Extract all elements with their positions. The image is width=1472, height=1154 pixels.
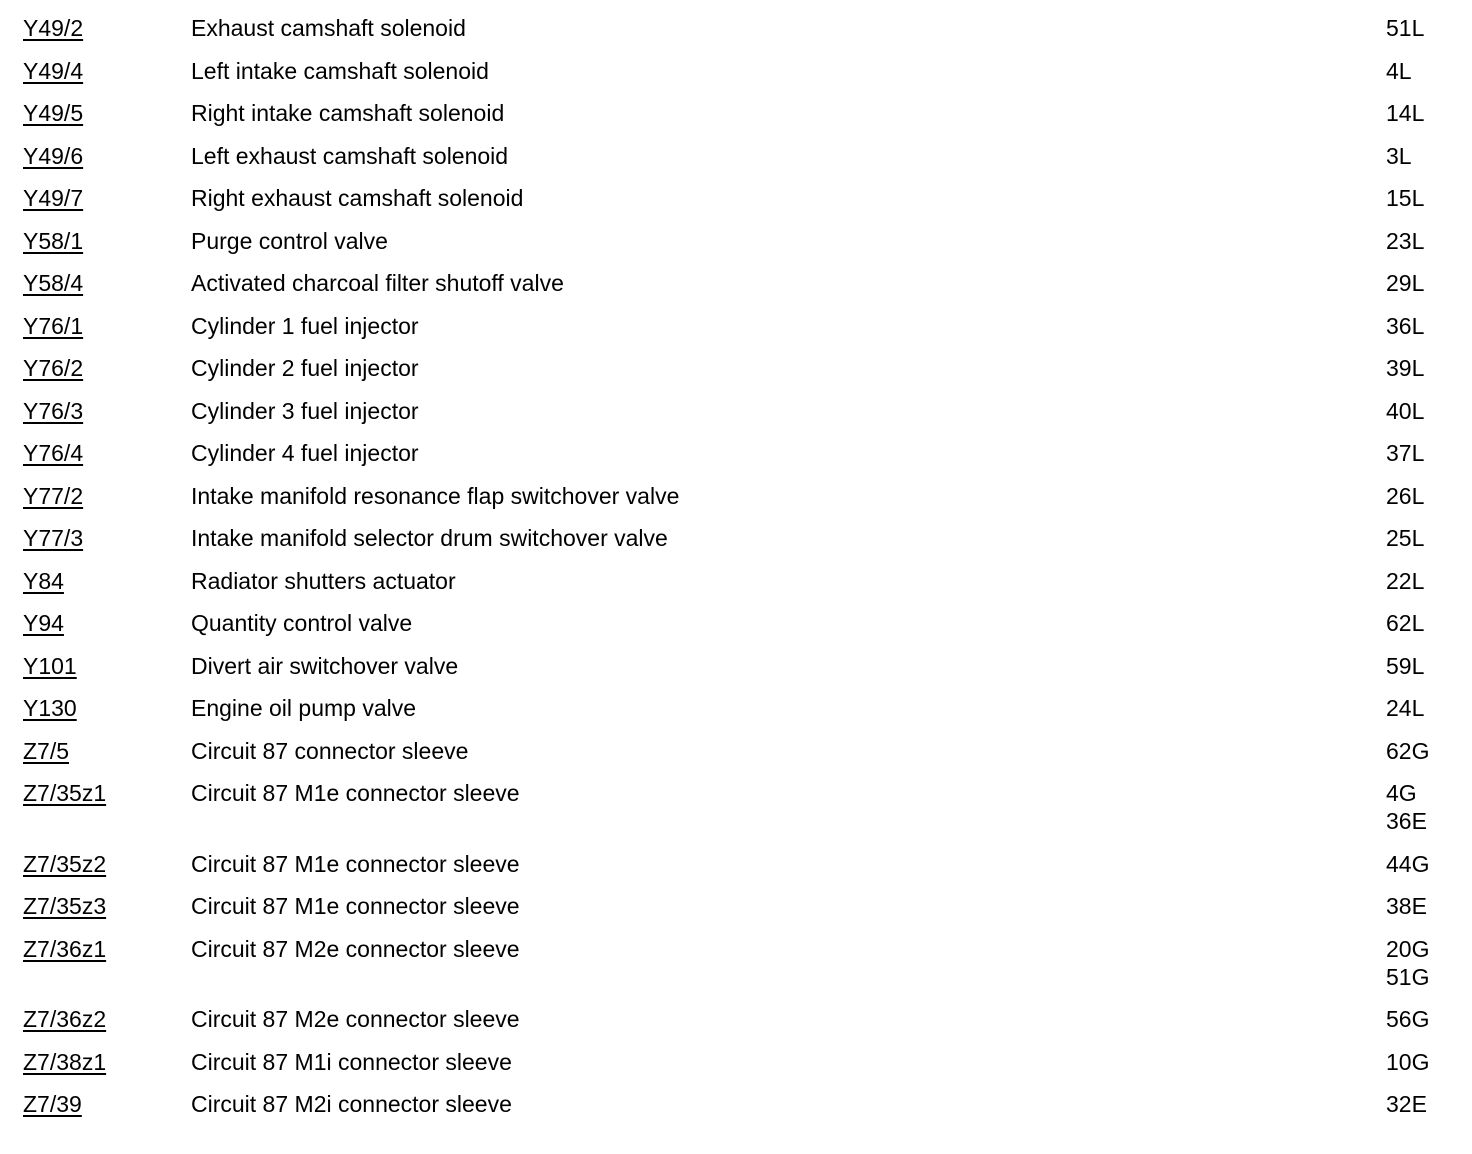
table-row (23, 227, 1443, 270)
component-description: Circuit 87 M1i connector sleeve (191, 1048, 512, 1075)
component-code-link[interactable]: Y58/4 (23, 270, 84, 296)
component-code-link[interactable]: Z7/38z1 (23, 1048, 107, 1075)
grid-location-value: 44G (1386, 850, 1430, 877)
component-code-link[interactable]: Z7/35z3 (23, 893, 107, 919)
component-description: Intake manifold resonance flap switchover valve (191, 482, 680, 509)
component-description: Left intake camshaft solenoid (191, 57, 489, 84)
grid-location (1386, 14, 1424, 42)
component-description: Left exhaust camshaft solenoid (191, 142, 509, 169)
component-code-link[interactable]: Z7/36z1 (23, 935, 107, 962)
table-row (23, 184, 1443, 227)
table-row (23, 935, 1443, 1006)
component-code-link[interactable]: Z7/39 (23, 1091, 82, 1117)
table-row (23, 694, 1443, 737)
grid-location-value: 23L (1386, 227, 1425, 254)
grid-location (1386, 935, 1429, 991)
table-row (23, 850, 1443, 893)
component-code-link[interactable]: Y77/2 (23, 482, 84, 509)
grid-location-value: 20G (1386, 935, 1430, 962)
grid-location-value: 14L (1386, 100, 1425, 126)
table-row (23, 567, 1443, 610)
table-row (23, 482, 1443, 525)
grid-location (1386, 737, 1429, 765)
grid-location (1386, 184, 1424, 212)
table-row (23, 737, 1443, 780)
component-description: Intake manifold selector drum switchover valve (191, 525, 668, 551)
grid-location-value: 4L (1386, 57, 1412, 84)
grid-location (1386, 524, 1424, 552)
grid-location (1386, 57, 1412, 85)
grid-location-value: 15L (1386, 185, 1425, 211)
grid-location (1386, 269, 1424, 297)
grid-location (1386, 1048, 1429, 1076)
component-code-link[interactable]: Y84 (23, 567, 64, 594)
component-description: Circuit 87 M1e connector sleeve (191, 850, 520, 877)
table-row (23, 652, 1443, 695)
table-row (23, 57, 1443, 100)
grid-location-value: 32E (1386, 1091, 1427, 1117)
grid-location (1386, 397, 1424, 425)
grid-location-value: 37L (1386, 440, 1425, 466)
component-code-link[interactable]: Z7/36z2 (23, 1006, 107, 1032)
grid-location (1386, 652, 1424, 680)
grid-location (1386, 850, 1429, 878)
table-row (23, 439, 1443, 482)
grid-location-value: 38E (1386, 893, 1427, 919)
component-description: Engine oil pump valve (191, 695, 417, 721)
component-description: Cylinder 2 fuel injector (191, 355, 419, 381)
component-code-link[interactable]: Y49/2 (23, 15, 84, 41)
component-description: Circuit 87 M2e connector sleeve (191, 1006, 520, 1032)
component-description: Radiator shutters actuator (191, 567, 456, 594)
table-row (23, 354, 1443, 397)
table-row (23, 99, 1443, 142)
component-code-link[interactable]: Y77/3 (23, 525, 84, 551)
component-code-link[interactable]: Y49/6 (23, 142, 84, 169)
component-description: Cylinder 3 fuel injector (191, 397, 419, 424)
component-code-link[interactable]: Y49/5 (23, 100, 84, 126)
component-code-link[interactable]: Z7/35z1 (23, 780, 107, 806)
grid-location-value: 51G (1386, 963, 1430, 990)
component-code-link[interactable]: Y130 (23, 695, 77, 721)
component-location-table (23, 14, 1443, 1133)
grid-location-value: 56G (1386, 1006, 1430, 1032)
component-description: Circuit 87 M1e connector sleeve (191, 780, 520, 806)
grid-location (1386, 1005, 1429, 1033)
grid-location (1386, 312, 1424, 340)
grid-location-value: 29L (1386, 270, 1425, 296)
grid-location (1386, 227, 1424, 255)
grid-location-value: 4G (1386, 780, 1417, 806)
component-description: Purge control valve (191, 227, 388, 254)
table-row (23, 142, 1443, 185)
component-description: Quantity control valve (191, 610, 413, 636)
component-description: Right exhaust camshaft solenoid (191, 185, 524, 211)
grid-location (1386, 142, 1412, 170)
grid-location-value: 3L (1386, 142, 1412, 169)
component-description: Exhaust camshaft solenoid (191, 15, 466, 41)
grid-location (1386, 1090, 1427, 1118)
grid-location-value: 24L (1386, 695, 1425, 721)
component-code-link[interactable]: Y76/2 (23, 355, 84, 381)
table-row (23, 524, 1443, 567)
grid-location-value: 10G (1386, 1048, 1430, 1075)
grid-location (1386, 567, 1424, 595)
grid-location (1386, 694, 1424, 722)
table-row (23, 779, 1443, 850)
component-description: Right intake camshaft solenoid (191, 100, 505, 126)
component-description: Cylinder 4 fuel injector (191, 440, 419, 466)
grid-location (1386, 609, 1424, 637)
grid-location-value: 25L (1386, 525, 1425, 551)
component-description: Activated charcoal filter shutoff valve (191, 270, 564, 296)
grid-location (1386, 354, 1424, 382)
grid-location-value: 39L (1386, 355, 1425, 381)
table-row (23, 609, 1443, 652)
grid-location-value: 22L (1386, 567, 1425, 594)
grid-location-value: 59L (1386, 652, 1425, 679)
table-row (23, 892, 1443, 935)
component-description: Circuit 87 connector sleeve (191, 737, 469, 764)
grid-location-value: 62G (1386, 737, 1430, 764)
grid-location-value: 62L (1386, 610, 1425, 636)
component-description: Divert air switchover valve (191, 652, 459, 679)
table-row (23, 1090, 1443, 1133)
component-code-link[interactable]: Y49/4 (23, 57, 84, 84)
grid-location (1386, 439, 1424, 467)
table-row (23, 1005, 1443, 1048)
grid-location-value: 36E (1386, 808, 1427, 834)
table-row (23, 14, 1443, 57)
grid-location-value: 26L (1386, 482, 1425, 509)
component-code-link[interactable]: Y49/7 (23, 185, 84, 211)
component-code-link[interactable]: Y76/4 (23, 440, 84, 466)
component-code-link[interactable]: Y94 (23, 610, 64, 636)
component-code-link[interactable]: Y76/3 (23, 397, 84, 424)
component-description: Circuit 87 M1e connector sleeve (191, 893, 520, 919)
grid-location (1386, 482, 1424, 510)
table-row (23, 1048, 1443, 1091)
component-code-link[interactable]: Z7/35z2 (23, 850, 107, 877)
grid-location-value: 40L (1386, 397, 1425, 424)
component-code-link[interactable]: Y76/1 (23, 312, 84, 339)
table-row (23, 397, 1443, 440)
grid-location (1386, 892, 1427, 920)
component-description: Cylinder 1 fuel injector (191, 312, 419, 339)
component-code-link[interactable]: Y58/1 (23, 227, 84, 254)
table-row (23, 269, 1443, 312)
component-description: Circuit 87 M2e connector sleeve (191, 935, 520, 962)
component-code-link[interactable]: Z7/5 (23, 737, 70, 764)
grid-location (1386, 99, 1424, 127)
component-description: Circuit 87 M2i connector sleeve (191, 1091, 512, 1117)
grid-location-value: 51L (1386, 15, 1425, 41)
component-code-link[interactable]: Y101 (23, 652, 77, 679)
table-row (23, 312, 1443, 355)
grid-location-value: 36L (1386, 312, 1425, 339)
grid-location (1386, 779, 1427, 835)
